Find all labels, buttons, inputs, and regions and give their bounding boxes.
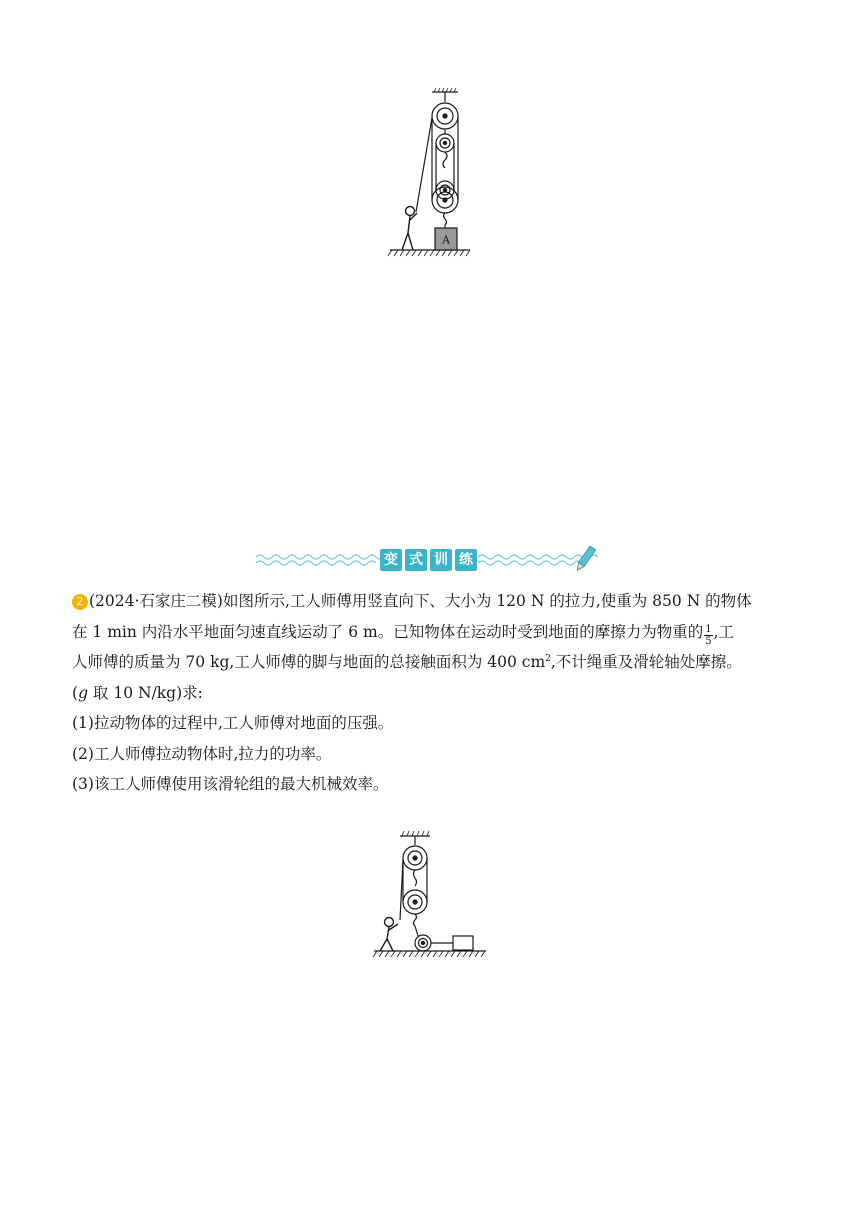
pulley-figure-top: [380, 86, 480, 262]
variable-g: g: [78, 683, 88, 702]
sub-question-3: (3)该工人师傅使用该滑轮组的最大机械效率。: [72, 775, 389, 793]
pull-rope: [416, 118, 432, 212]
question-number-badge: 2: [72, 594, 88, 610]
worker-figure: [402, 207, 417, 251]
problem-line: [72, 586, 802, 617]
problem-text: 在 1 min 内沿水平地面匀速直线运动了 6 m。已知物体在运动时受到地面的摩擦力为物重的: [72, 622, 704, 641]
pulley-figure-bottom: [368, 828, 492, 960]
problem-text: 人师傅的质量为 70 kg,工人师傅的脚与地面的总接触面积为 400 cm: [72, 653, 546, 671]
problem-text: (2024·石家庄二模)如图所示,工人师傅用竖直向下、大小为 120 N 的拉力,使重为 850 N 的物体: [89, 592, 752, 610]
problem-block: [72, 586, 802, 800]
box-object: [453, 936, 473, 950]
fraction: [704, 624, 712, 647]
section-title-char: 练: [455, 549, 477, 571]
section-header: [256, 544, 608, 578]
worker-figure: [380, 918, 398, 952]
problem-line: [72, 678, 802, 709]
problem-line: [72, 647, 802, 678]
fraction-denominator: 5: [705, 635, 712, 647]
block-a-label: A: [442, 233, 450, 247]
problem-text: 取 10 N/kg)求:: [88, 683, 203, 702]
problem-text: ,不计绳重及滑轮轴处摩擦。: [550, 653, 742, 671]
problem-text: (: [72, 683, 79, 702]
section-title-char: 变: [380, 549, 402, 571]
superscript: 2: [545, 653, 551, 664]
section-title-char: 训: [430, 549, 452, 571]
problem-line: [72, 617, 802, 648]
section-title-char: 式: [405, 549, 427, 571]
sub-question-2: (2)工人师傅拉动物体时,拉力的功率。: [72, 744, 332, 763]
fraction-numerator: 1: [705, 623, 712, 635]
problem-text: ,工: [713, 622, 735, 641]
section-title: [380, 549, 477, 571]
pencil-icon: [575, 546, 596, 572]
sub-question-1: (1)拉动物体的过程中,工人师傅对地面的压强。: [72, 714, 394, 732]
